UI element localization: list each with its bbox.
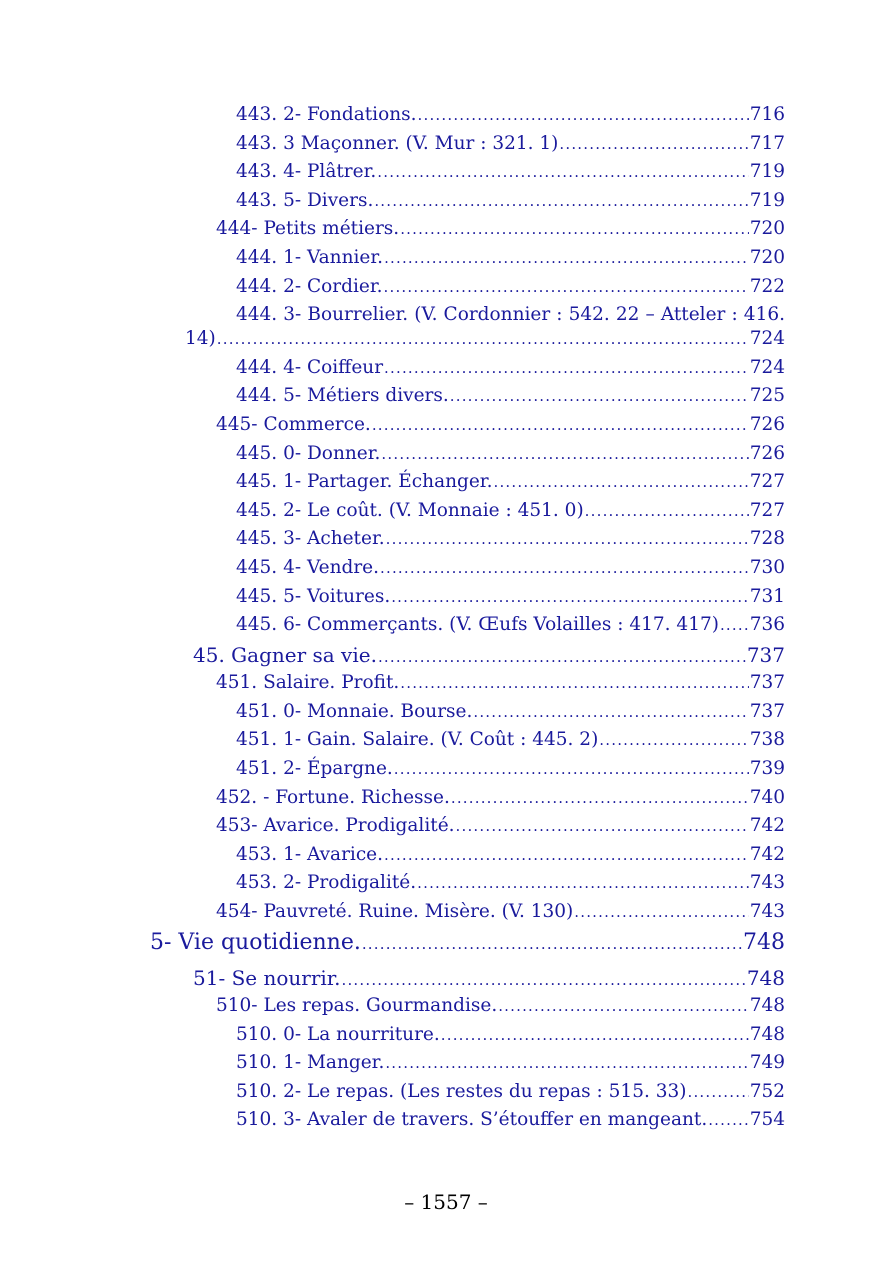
dot-leader [559,135,748,153]
toc-entry-page: 742 [749,815,785,837]
toc-entry [0,247,892,276]
dot-leader [391,588,748,606]
toc-entry [0,758,892,787]
toc-entry-page: 743 [749,900,785,922]
dot-leader [384,846,749,864]
toc-entry-label: 444- Petits métiers. [216,218,400,240]
toc-entry-label: 445. 1- Partager. Échanger. [236,471,493,493]
toc-entry-page: 742 [749,843,785,865]
toc-entry [0,614,892,643]
toc-entry-page: 724 [749,356,785,378]
table-of-contents [0,104,892,1138]
toc-entry-label: 45. Gagner sa vie. [193,642,377,667]
toc-entry-label: 444. 5- Métiers divers. [236,385,449,407]
toc-entry-page: 727 [749,471,785,493]
dot-leader [217,330,749,348]
dot-leader [494,473,749,491]
toc-entry-label: 444. 1- Vannier. [236,246,384,268]
toc-entry-label: 454- Pauvreté. Ruine. Misère. (V. 130) [216,900,574,922]
page-number: – 1557 – [404,1190,488,1214]
dot-leader [498,997,748,1015]
toc-entry-label: 451. Salaire. Profit. [216,672,400,694]
toc-entry-page: 749 [749,1052,785,1074]
toc-entry-page: 719 [749,161,785,183]
dot-leader [342,971,746,989]
toc-entry-label: 510- Les repas. Gourmandise. [216,995,498,1017]
dot-leader [574,903,748,921]
toc-entry [0,815,892,844]
toc-entry-label: 510. 3- Avaler de travers. S’étouffer en mangeant. [236,1109,708,1131]
toc-entry-label: 445. 2- Le coût. (V. Monnaie : 451. 0) [236,499,584,521]
toc-entry-page: 720 [749,218,785,240]
toc-entry [0,133,892,162]
toc-entry [0,930,892,966]
toc-entry [0,1024,892,1053]
toc-entry-label: 451. 0- Monnaie. Bourse. [236,700,473,722]
dot-leader [384,278,749,296]
toc-entry-page: 754 [749,1109,785,1131]
toc-entry-label: 443. 4- Plâtrer. [236,161,377,183]
toc-entry-label: 453- Avarice. Prodigalité. [216,815,455,837]
dot-leader [450,387,749,405]
toc-entry-page: 737 [749,672,785,694]
toc-entry-page: 748 [743,929,785,955]
toc-entry-label: 444. 4- Coiffeur [236,356,384,378]
toc-entry-label: 510. 0- La nourriture. [236,1023,440,1045]
toc-entry-page: 727 [749,499,785,521]
dot-leader [456,817,749,835]
toc-entry [0,471,892,500]
toc-entry-label: 451. 1- Gain. Salaire. (V. Coût : 445. 2) [236,729,599,751]
toc-entry-label: 510. 1- Manger. [236,1052,385,1074]
toc-entry [0,1052,892,1081]
toc-entry-label: 445. 0- Donner. [236,442,381,464]
dot-leader [372,416,749,434]
toc-entry-page: 719 [749,189,785,211]
toc-entry [0,844,892,873]
toc-entry-label: 445. 4- Vendre. [236,556,380,578]
dot-leader [374,192,748,210]
toc-entry [0,729,892,758]
toc-entry-page: 737 [746,642,785,667]
toc-entry [0,586,892,615]
toc-entry-label: 51- Se nourrir. [193,965,341,990]
dot-leader [384,359,749,377]
toc-entry [0,643,892,673]
dot-leader [400,674,748,692]
toc-entry [0,500,892,529]
dot-leader [599,731,748,749]
toc-entry [0,966,892,996]
toc-entry-page: 748 [749,1023,785,1045]
toc-entry-page: 739 [749,757,785,779]
toc-entry [0,218,892,247]
toc-entry-page: 720 [749,246,785,268]
dot-leader [417,874,749,892]
toc-entry-label: 445- Commerce. [216,413,371,435]
dot-leader [381,445,748,463]
toc-entry-page: 748 [749,995,785,1017]
toc-entry [0,872,892,901]
toc-entry-page: 726 [749,413,785,435]
dot-leader [385,1054,748,1072]
toc-entry-label: 510. 2- Le repas. (Les restes du repas : 515. 33) [236,1080,687,1102]
dot-leader [720,616,749,634]
toc-entry [0,1081,892,1110]
toc-entry [0,190,892,219]
toc-entry-label: 445. 3- Acheter. [236,528,385,550]
toc-entry-label: 445. 6- Commerçants. (V. Œufs Volailles : 417. 417) [236,614,719,636]
toc-entry-label: 444. 2- Cordier. [236,275,383,297]
toc-entry-page: 736 [749,614,785,636]
dot-leader [400,220,749,238]
toc-entry-page: 726 [749,442,785,464]
toc-entry-label: 452. - Fortune. Richesse. [216,786,450,808]
toc-entry [0,161,892,190]
dot-leader [377,163,748,181]
dot-leader [441,1026,749,1044]
dot-leader [394,760,749,778]
toc-entry-page: 725 [749,385,785,407]
toc-entry [0,701,892,730]
toc-entry-page: 728 [749,528,785,550]
toc-entry-label: 443. 2- Fondations. [236,104,417,125]
toc-entry-label: 453. 1- Avarice. [236,843,384,865]
dot-leader [386,530,749,548]
dot-leader [378,648,746,666]
toc-entry-label: 14) [185,328,216,350]
toc-entry [0,995,892,1024]
toc-entry-page: 748 [746,965,785,990]
dot-leader [451,789,749,807]
toc-entry [0,304,892,328]
toc-entry-page: 724 [749,328,785,350]
toc-entry [0,414,892,443]
toc-entry-label: 443. 5- Divers. [236,189,374,211]
toc-entry [0,672,892,701]
toc-entry [0,276,892,305]
dot-leader [585,502,749,520]
toc-entry-page: 752 [749,1080,785,1102]
dot-leader [384,249,749,267]
toc-entry [0,357,892,386]
toc-entry-label: 451. 2- Épargne. [236,757,393,779]
dot-leader [418,106,749,124]
toc-entry-page: 738 [749,729,785,751]
toc-entry [0,328,892,357]
toc-entry [0,787,892,816]
toc-entry-label: 443. 3 Maçonner. (V. Mur : 321. 1) [236,132,559,154]
dot-leader [688,1083,749,1101]
toc-entry-label: 453. 2- Prodigalité. [236,872,417,894]
toc-entry-page: 731 [749,585,785,607]
toc-entry [0,557,892,586]
dot-leader [473,703,748,721]
dot-leader [708,1111,748,1129]
toc-entry-page: 722 [749,275,785,297]
toc-entry [0,443,892,472]
toc-entry-label: 444. 3- Bourrelier. (V. Cordonnier : 542. 22 – Atteler : 416. [236,304,785,326]
toc-entry [0,901,892,930]
dot-leader [380,559,749,577]
toc-entry-label: 445. 5- Voitures. [236,585,391,607]
toc-entry-page: 730 [749,556,785,578]
toc-entry-page: 716 [749,104,785,125]
toc-entry [0,1109,892,1138]
toc-entry-page: 740 [749,786,785,808]
toc-entry [0,528,892,557]
toc-entry-page: 717 [749,132,785,154]
toc-entry [0,104,892,133]
toc-entry-page: 737 [749,700,785,722]
dot-leader [362,935,742,953]
toc-entry-page: 743 [749,872,785,894]
toc-entry [0,385,892,414]
toc-entry-label: 5- Vie quotidienne. [150,929,361,955]
